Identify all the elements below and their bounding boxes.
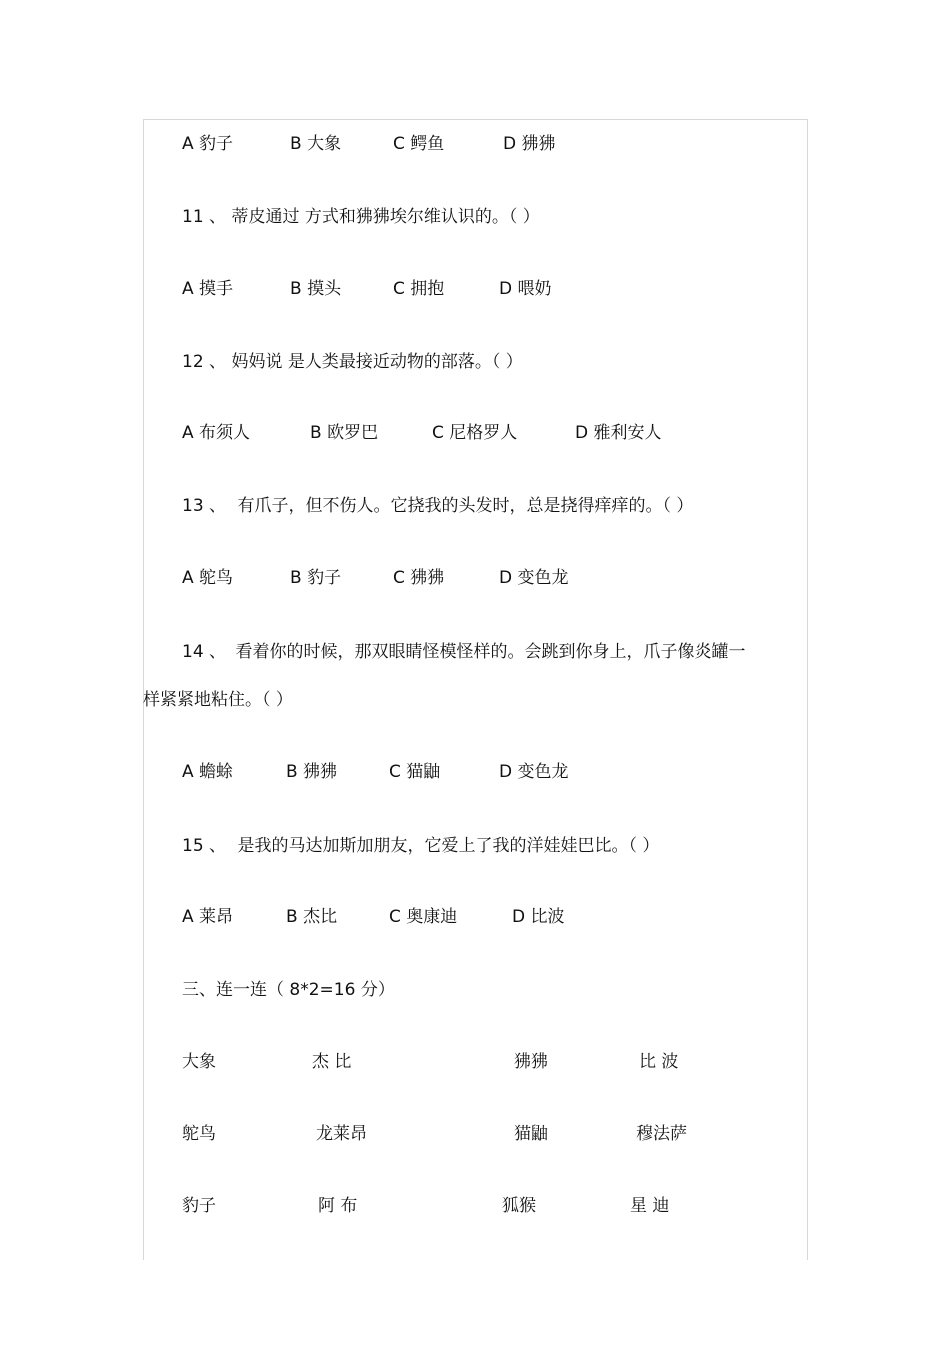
q13-option-c[interactable]: C 狒狒: [393, 568, 445, 588]
q15-option-a[interactable]: A 莱昂: [182, 907, 234, 927]
q15-number: 15 、: [182, 836, 227, 856]
q15-option-c[interactable]: C 奥康迪: [389, 907, 458, 927]
q15-option-d[interactable]: D 比波: [512, 907, 565, 927]
q10-option-c[interactable]: C 鳄鱼: [393, 134, 445, 154]
q14-text-line1: 看着你的时候，那双眼睛怪模怪样的。会跳到你身上，爪子像炎罐一: [235, 642, 746, 662]
q11-text: 蒂皮通过 方式和狒狒埃尔维认识的。（ ）: [231, 207, 540, 227]
match-item[interactable]: 比 波: [639, 1052, 679, 1072]
q12-question: [182, 351, 523, 373]
q12-text: 妈妈说 是人类最接近动物的部落。（ ）: [231, 352, 523, 372]
q12-option-b[interactable]: B 欧罗巴: [310, 423, 379, 443]
q14-option-c[interactable]: C 猫鼬: [389, 762, 441, 782]
q12-option-c[interactable]: C 尼格罗人: [432, 423, 518, 443]
q15-text: 是我的马达加斯加朋友，它爱上了我的洋娃娃巴比。（ ）: [237, 836, 660, 856]
match-item[interactable]: 龙莱昂: [316, 1124, 367, 1144]
q12-number: 12 、: [182, 352, 227, 372]
match-item[interactable]: 猫鼬: [514, 1124, 548, 1144]
q11-option-c[interactable]: C 拥抱: [393, 279, 445, 299]
match-item[interactable]: 星 迪: [630, 1196, 670, 1216]
q14-option-a[interactable]: A 蟾蜍: [182, 762, 234, 782]
q11-question: [182, 206, 540, 228]
match-item[interactable]: 狐猴: [502, 1196, 536, 1216]
q11-option-d[interactable]: D 喂奶: [499, 279, 552, 299]
q13-question: [182, 495, 693, 517]
q13-option-b[interactable]: B 豹子: [290, 568, 342, 588]
section3-heading: 三、连一连（ 8*2=16 分）: [182, 980, 395, 1000]
q13-text: 有爪子，但不伤人。它挠我的头发时，总是挠得痒痒的。（ ）: [237, 496, 694, 516]
q14-number: 14 、: [182, 642, 227, 662]
q10-option-b[interactable]: B 大象: [290, 134, 342, 154]
q15-option-b[interactable]: B 杰比: [286, 907, 338, 927]
match-item[interactable]: 狒狒: [514, 1052, 548, 1072]
q10-option-d[interactable]: D 狒狒: [503, 134, 556, 154]
match-item[interactable]: 鸵鸟: [182, 1124, 216, 1144]
q11-option-a[interactable]: A 摸手: [182, 279, 234, 299]
match-item[interactable]: 豹子: [182, 1196, 216, 1216]
q12-option-d[interactable]: D 雅利安人: [575, 423, 662, 443]
q11-option-b[interactable]: B 摸头: [290, 279, 342, 299]
q14-text-line2: 样紧紧地粘住。（ ）: [143, 690, 293, 710]
q10-option-a[interactable]: A 豹子: [182, 134, 234, 154]
q11-number: 11 、: [182, 207, 227, 227]
q13-number: 13 、: [182, 496, 227, 516]
q14-question-line2: [143, 689, 293, 711]
q14-option-b[interactable]: B 狒狒: [286, 762, 338, 782]
q15-question: [182, 835, 659, 857]
match-item[interactable]: 杰 比: [312, 1052, 352, 1072]
match-item[interactable]: 穆法萨: [636, 1124, 687, 1144]
q14-option-d[interactable]: D 变色龙: [499, 762, 569, 782]
match-item[interactable]: 阿 布: [318, 1196, 358, 1216]
q12-option-a[interactable]: A 布须人: [182, 423, 251, 443]
match-item[interactable]: 大象: [182, 1052, 216, 1072]
q13-option-a[interactable]: A 鸵鸟: [182, 568, 234, 588]
q13-option-d[interactable]: D 变色龙: [499, 568, 569, 588]
q14-question-line1: [182, 641, 745, 663]
